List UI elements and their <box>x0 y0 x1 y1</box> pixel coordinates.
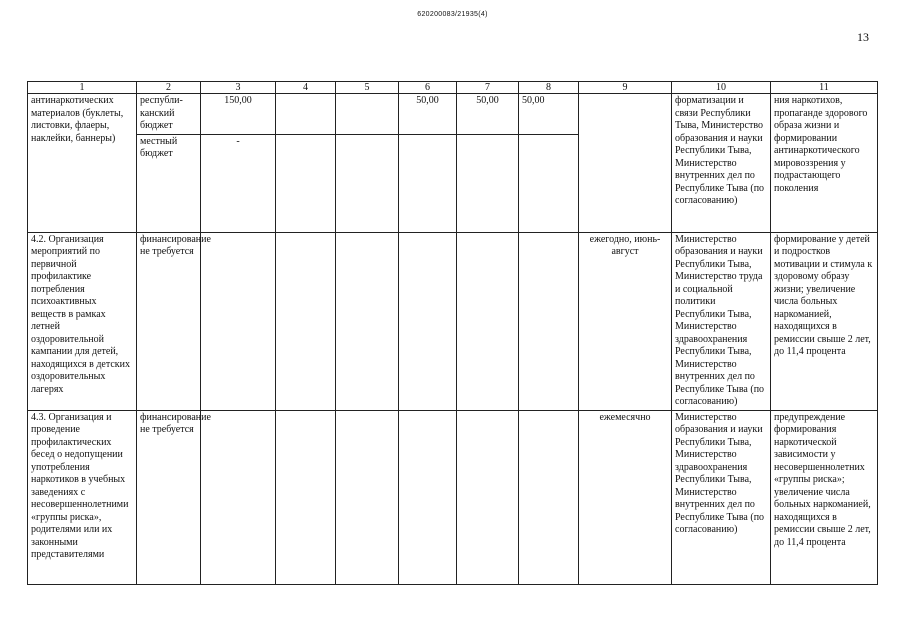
col-header-2: 2 <box>137 82 201 94</box>
col-header-8: 8 <box>519 82 579 94</box>
measure-name: 4.3. Организация и проведение профилактических бесед о недопущении употребления наркотиков в учебных заведениях с несовершеннолетними «группы риска», родителями или их законными представителями <box>28 410 137 584</box>
expected-result: ния наркотихов, пропаганде здорового образа жизни и формировании антинаркотического мировоззрения у подрастающего поколения <box>771 94 878 233</box>
expected-result: формирование у детей и подростков мотивации и стимула к здоровому образу жизни; увеличение числа больных наркоманией, находящихся в ремиссии свыше 2 лет, до 11,4 процента <box>771 232 878 410</box>
col-header-4: 4 <box>276 82 336 94</box>
col-header-10: 10 <box>672 82 771 94</box>
year-amount: 50,00 <box>399 94 457 135</box>
year-amount <box>457 232 519 410</box>
year-amount <box>457 134 519 232</box>
executors: Министерство образования и иауки Республики Тыва, Министерство здравоохранения Республики Тыва, Министерство внутренних дел по Республике Тыва (по согласованию) <box>672 410 771 584</box>
period: ежегодно, июнь-август <box>579 232 672 410</box>
col-header-11: 11 <box>771 82 878 94</box>
year-amount <box>399 134 457 232</box>
col-header-5: 5 <box>336 82 399 94</box>
year-amount: 50,00 <box>519 94 579 135</box>
expected-result: предупреждение формирования наркотической зависимости у несовершеннолетних «группы риска»; увеличение числа больных наркоманией, находящихся в ремиссии свыше 2 лет, до 11,4 процента <box>771 410 878 584</box>
total-amount <box>201 232 276 410</box>
period: ежемесячно <box>579 410 672 584</box>
year-amount <box>276 134 336 232</box>
funding-source: финансирование не требуется <box>137 232 201 410</box>
year-amount <box>457 410 519 584</box>
page-number: 13 <box>857 30 869 44</box>
funding-source: финансирование не требуется <box>137 410 201 584</box>
measure-name: антинаркотических материалов (буклеты, листовки, флаеры, наклейки, баннеры) <box>28 94 137 233</box>
funding-source: местный бюджет <box>137 134 201 232</box>
year-amount <box>519 134 579 232</box>
col-header-6: 6 <box>399 82 457 94</box>
total-amount <box>201 410 276 584</box>
table-row <box>28 232 878 410</box>
table-row <box>28 94 878 135</box>
total-amount: - <box>201 134 276 232</box>
executors: форматизации и связи Республики Тыва, Министерство образования и науки Республики Тыва, Министерство внутренних дел по Республике Тыва (по согласованию) <box>672 94 771 233</box>
program-table <box>27 81 878 585</box>
executors: Министерство образования и науки Республики Тыва, Министерство труда и социальной политики Республики Тыва, Министерство здравоохранения Республики Тыва, Министерство внутренних дел по Республике Тыва (по согласованию) <box>672 232 771 410</box>
col-header-1: 1 <box>28 82 137 94</box>
year-amount <box>336 94 399 135</box>
table-row <box>28 410 878 584</box>
year-amount <box>399 232 457 410</box>
year-amount <box>519 410 579 584</box>
document-code: 620200083/21935(4) <box>417 11 488 18</box>
total-amount: 150,00 <box>201 94 276 135</box>
year-amount <box>336 232 399 410</box>
year-amount <box>276 232 336 410</box>
col-header-3: 3 <box>201 82 276 94</box>
measure-name: 4.2. Организация мероприятий по первичной профилактике потребления психоактивных веществ в рамках летней оздоровительной кампании для детей, находящихся в детских оздоровительных лагерях <box>28 232 137 410</box>
column-number-row <box>28 82 878 94</box>
year-amount <box>399 410 457 584</box>
funding-source: республи-канский бюджет <box>137 94 201 135</box>
year-amount <box>519 232 579 410</box>
year-amount <box>336 410 399 584</box>
year-amount <box>276 410 336 584</box>
col-header-7: 7 <box>457 82 519 94</box>
year-amount <box>276 94 336 135</box>
year-amount: 50,00 <box>457 94 519 135</box>
year-amount <box>336 134 399 232</box>
col-header-9: 9 <box>579 82 672 94</box>
period <box>579 94 672 233</box>
